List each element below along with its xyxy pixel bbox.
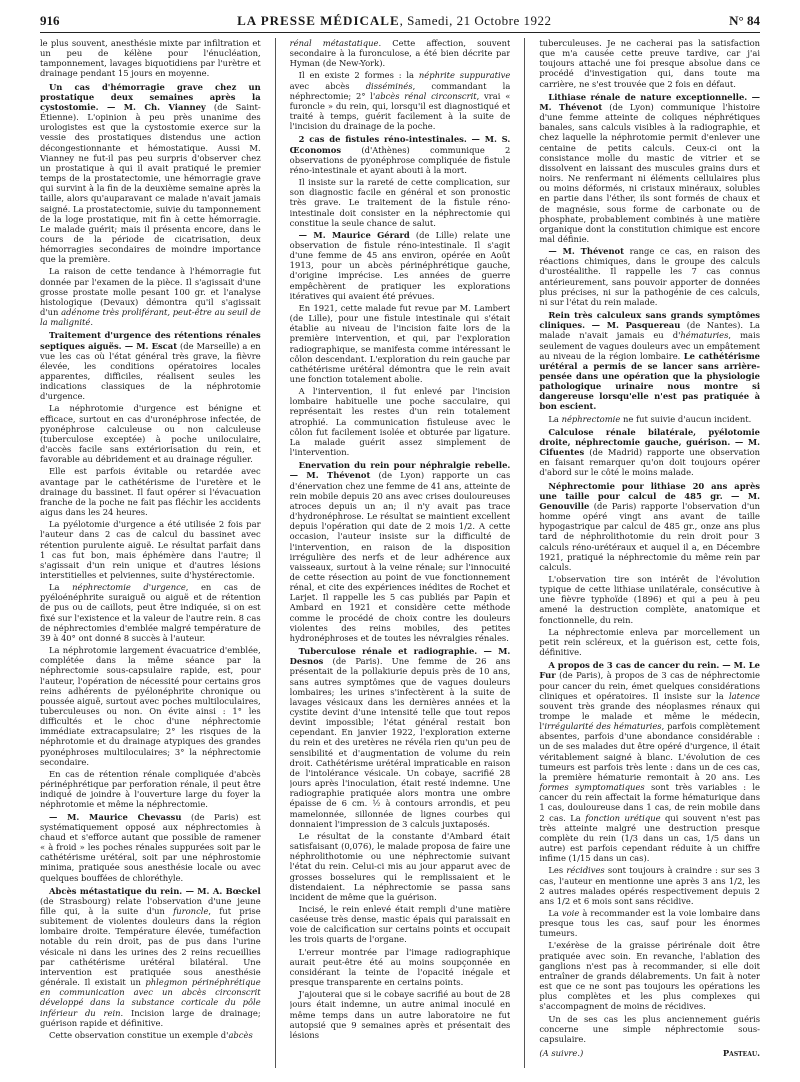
paragraph: La néphrectomie enleva par morcellement un petit rein scléreux, et la guérison est, cette fois, définitive. — [539, 626, 761, 658]
section-nephrectomie-lithiase: Néphrectomie pour lithiase 20 ans après une taille pour calcul de 485 gr. — M. Genouville (de Paris) rapporte l'observation d'un homme opéré vingt ans avant de taille hypogastrique par calcul de 485 gr., onze ans plus tard de néphrolithotomie du rein droit pour 3 calculs réno-urétéraux et auquel il a, en Décembre 1921, pratiqué la néphrectomie du même rein par calculs. — [539, 480, 761, 572]
paragraph: La raison de cette tendance à l'hémorragie fut donnée par l'examen de la pièce. Il s'agissait d'une grosse prostate molle pesant 100 gr. et l'analyse histologique (Devaux) démontra qu'il s'agissait d'un adénome très proliférant, peut-être au seuil de la malignité. — [40, 266, 261, 328]
section-heading: Lithiase rénale de nature exceptionnelle. — M. Thévenot — [539, 91, 761, 112]
paragraph: En 1921, cette malade fut revue par M. Lambert (de Lille), pour une fistule intestinale qui s'était établie au niveau de l'incision faite lors de la première intervention, et qui, par l'exploration radiographique, se manifesta comme intéressant le côlon descendant. L'exploration du rein gauche par cathétérisme urétéral démontra que le rein avait une fonction totalement abolie. — [289, 302, 511, 384]
section-heading: — M. Maurice Gérard — [298, 229, 410, 240]
page-number: 916 — [40, 13, 60, 28]
signature-line — [539, 1048, 760, 1058]
paragraph: L'erreur montrée par l'image radiographique aurait peut-être été au moins soupçonnée en considérant la teinte de l'opacité inégale et presque transparente en certains points. — [289, 946, 511, 988]
section-tuberculose: Tuberculose rénale et radiographie. — M. Desnos (de Paris). Une femme de 26 ans présentait de la pollakiurie depuis près de 10 ans, sans autres symptômes que de vagues douleurs lombaires; les urines s'infectèrent à la suite de lavages vésicaux dans les dernières années et la cystite devint d'une intensité telle que tout repos devint impossible; l'état général restait bon cependant. En janvier 1922, l'exploration externe du rein et des uretères ne révéla rien qu'un peu de sensibilité et d'augmentation de volume du rein droit. Cathétérisme urétéral impraticable en raison de l'intolérance vésicale. Un cobaye, sacrifié 28 jours après l'inoculation, était resté indemne. Une radiographie pratiquée alors montra une ombre épaisse de 6 cm. ½ à contours arrondis, et peu mamelonnée, sillonnée de lignes courbes qui donnaient l'impression de 3 calculs juxtaposés. — [289, 646, 511, 829]
paragraph: Cette observation constitue un exemple d'abcès — [49, 1029, 253, 1040]
paragraph: — M. Maurice Gérard (de Lille) relate une observation de fistule réno-intestinale. Il s'agit d'une femme de 45 ans environ, opérée en Août 1913, pour un abcès périnéphrétique gauche, d'origine imprécise. Les années de guerre empêchèrent de pratiquer les explorations itératives qui avaient été prévues. — [289, 229, 511, 301]
section-abces: Abcès métastatique du rein. — M. A. Bœckel (de Strasbourg) relate l'observation d'une jeune fille qui, à la suite d'un furoncle, fut prise subitement de violentes douleurs dans la région lombaire droite. Température élevée, tuméfaction notable du rein droit, pas de pus dans l'urine vésicale ni dans les urines des 2 reins recueillies par cathétérisme urétéral bilatéral. Une intervention est pratiquée sous anesthésie générale. Il existait un phlegmon périnéphrétique en communication avec un abcès circonscrit développé dans la substance corticale du pôle inférieur du rein. Incision large de drainage; guérison rapide et définitive. — [40, 885, 261, 1028]
section-calculose: Calculose rénale bilatérale, pyélotomie droite, néphrectomie gauche, guérison. — M. Cifuentes (de Madrid) rapporte une observation en faisant remarquer qu'on doit toujours opérer d'abord sur le côté le moins malade. — [539, 426, 761, 478]
section-heading: 2 cas de fistules réno-intestinales. — M. S. Œconomos — [289, 134, 511, 155]
paragraph: — M. Maurice Chevassu (de Paris) est systématiquement opposé aux néphrectomies à chaud et s'efforce autant que possible de ramener « à froid » les poches rénales suppurées soit par le cathétérisme urétéral, soit par une néphrostomie minima, pratiquée sous anesthésie locale ou avec quelques bouffées de chloréthyle. — [40, 811, 261, 883]
author-signature: Pasteau. — [722, 1048, 761, 1058]
paragraph: — M. Thévenot range ce cas, en raison des réactions chimiques, dans le groupe des calculs d'urostéalithe. Il rappelle les 7 cas connus antérieurement, sans pouvoir apporter de données plus précises, ni sur la pathogénie de ces calculs, ni sur l'état du rein malade. — [539, 246, 761, 307]
section-heading: Rein très calculeux sans grands symptômes cliniques. — M. Pasquereau — [539, 310, 761, 331]
section-rein-calculeux: Rein très calculeux sans grands symptômes cliniques. — M. Pasquereau (de Nantes). La malade n'avait jamais eu d'hématuries, mais seulement de vagues douleurs avec un empâtement au niveau de la région lombaire. Le cathétérisme urétéral a permis de se lancer sans arrière-pensée dans une opération que la physiologie pathologique urinaire nous montre si dangereuse lorsqu'elle n'est pas pratiquée à bon escient. — [539, 310, 761, 412]
paragraph: Il insiste sur la rareté de cette complication, sur son diagnostic facile en général et son pronostic très grave. Le traitement de la fistule réno-intestinale doit consister en la néphrectomie qui constitue la seule chance de salut. — [289, 177, 511, 228]
paragraph: La pyélotomie d'urgence a été utilisée 2 fois par l'auteur dans 2 cas de calcul du bassinet avec rétention purulente aiguë. Le résultat parfait dans 1 cas fut bon, mais éphémère dans l'autre; il s'agissait d'un rein unique et d'autres lésions interstitielles et pelviennes, suite d'hystérectomie. — [40, 519, 261, 580]
paragraph: En cas de rétention rénale compliquée d'abcès périnéphrétique par perforation rénale, il peut être indiqué de joindre à l'ouverture large du foyer la néphrotomie et même la néphrectomie. — [40, 768, 261, 810]
paragraph: Les récidives sont toujours à craindre : sur ses 3 cas, l'auteur en mentionne une après 3 ans 1/2, les 2 autres malades opérés respectivement depuis 2 ans 1/2 et 6 mois sont sans récidive. — [539, 865, 761, 906]
section-cancer: A propos de 3 cas de cancer du rein. — M. Le Fur (de Paris), à propos de 3 cas de néphrectomie pour cancer du rein, émet quelques considérations cliniques et opératoires. Il insiste sur la latence souvent très grande des néoplasmes rénaux qui trompe le malade et même le médecin, l'irrégularité des hématuries, parfois complètement absentes, parfois d'une abondance considérable : un de ses malades dut être opéré d'urgence, il était véritablement saigné à blanc. L'évolution de ces tumeurs est parfois très lente : dans un de ces cas, la première hématurie remontait à 20 ans. Les formes symptomatiques sont très variables : le cancer du rein affectait la forme hématurique dans 1 cas, douloureuse dans 1 cas, de rein mobile dans 2 cas. La fonction urétique qui souvent n'est pas très atteinte malgré une destruction presque complète du rein (1/3 dans un cas, 1/5 dans un autre) est parfois cependant réduite à un chiffre infime (1/15 dans un cas). — [539, 660, 761, 864]
paragraph: tuberculeuses. Je ne cacherai pas la satisfaction que m'a causée cette preuve tardive, car j'ai toujours attaché une foi presque absolue dans ce procédé d'investigation qui, dans toute ma carrière, ne s'est trouvée que 2 fois en défaut. — [539, 38, 761, 89]
paragraph: La voie à recommander est la voie lombaire dans presque tous les cas, sauf pour les énormes tumeurs. — [539, 907, 761, 939]
paragraph: rénal métastatique. Cette affection, souvent secondaire à la furonculose, a été bien décrite par Hyman (de New-York). — [289, 38, 511, 69]
paragraph: L'observation tire son intérêt de l'évolution typique de cette lithiase unilatérale, consécutive à une fièvre typhoïde (1896) et qui a peu à peu amené la destruction complète, anatomique et fonctionnelle, du rein. — [539, 573, 761, 625]
paragraph: le plus souvent, anesthésie mixte par infiltration et un peu de kélène pour l'énucléation, tamponnement, lavages biquotidiens par l'urètre et drainage pendant 15 jours en moyenne. — [40, 38, 261, 79]
column-rule — [524, 38, 525, 1068]
section-heading: Calculose rénale bilatérale, pyélotomie droite, néphrectomie gauche, guérison. — M. Cifuentes — [539, 426, 761, 458]
paragraph: Incisé, le rein enlevé était rempli d'une matière caséeuse très dense, mastic épais qui paraissait en voie de calcification sur certains points et occupait les trois quarts de l'organe. — [289, 903, 511, 945]
paragraph: A l'intervention, il fut enlevé par l'incision lombaire habituelle une poche sacculaire, qui représentait les restes d'un rein totalement atrophié. La communication fistuleuse avec le côlon fut facilement isolée et obturée par ligature. La malade guérit assez simplement de l'intervention. — [289, 386, 511, 458]
paragraph: Le résultat de la constante d'Ambard était satisfaisant (0,076), le malade proposa de faire une néphrolithotomie ou une néphrectomie suivant l'état du rein. Celui-ci mis au jour apparut avec de grosses bosselures qui le remplissaient et le distendaient. La néphrectomie se passa sans incident de même que la guérison. — [289, 830, 511, 902]
section-enervation: Enervation du rein pour néphralgie rebelle. — M. Thévenot (de Lyon) rapporte un cas d'énervation chez une femme de 41 ans, atteinte de rein mobile depuis 20 ans avec crises douloureuses atroces depuis un an; il n'y avait pas trace d'hydronéphrose. Le résultat se maintient excellent depuis l'opération qui date de 2 mois 1/2. A cette occasion, l'auteur insiste sur la difficulté de l'intervention, en raison de la disposition irrégulière des nerfs et de leur adhérence aux vaisseaux, surtout à la veine rénale; sur l'innocuité de cette résection au point de vue fonctionnement rénal, et cite des expériences inédites de Rochet et Larjet. Il rappelle les 5 cas publiés par Papin et Ambard en 1921 et considère cette méthode comme le procédé de choix contre les douleurs violentes des reins mobiles, des petites hydronéphroses et de toutes les névralgies rénales. — [289, 460, 511, 643]
paragraph: La néphrotomie largement évacuatrice d'emblée, complétée dans la même séance par la néphrectomie sous-capsulaire rapide, est, pour l'auteur, l'opération de nécessité pour certains gros reins adhérents de pyélonéphrite chronique ou poussée aiguë, surtout avec poches multiloculaires, tuberculeuses ou non. On évite ainsi : 1° les difficultés et le choc d'une néphrectomie immédiate extracapsulaire; 2° les risques de la néphrotomie et du drainage atypiques des grandes pyonéphroses multiloculaires; 3° la néphrectomie secondaire. — [40, 645, 261, 767]
page-header — [40, 10, 760, 33]
column-1 — [40, 38, 261, 1068]
section-heading: Enervation du rein pour néphralgie rebelle. — M. Thévenot — [289, 460, 511, 481]
section-heading: Un cas d'hémorragie grave chez un prostatique deux semaines après la cystostomie. — M. Ch. Vianney — [40, 81, 261, 112]
paragraph: Elle est parfois évitable ou retardée avec avantage par le cathétérisme de l'uretère et le drainage du bassinet. Il faut opérer si l'évacuation franche de la poche ne fait pas fléchir les accidents aigus dans les 24 heures. — [40, 466, 261, 518]
section-heading: Néphrectomie pour lithiase 20 ans après une taille pour calcul de 485 gr. — M. Genouville — [539, 480, 761, 511]
issue-date: , Samedi, 21 Octobre 1922 — [399, 13, 552, 28]
section-fistules: 2 cas de fistules réno-intestinales. — M. S. Œconomos (d'Athènes) communique 2 observations de pyonéphrose compliquée de fistule réno-intestinale et ayant abouti à la mort. — [289, 134, 511, 175]
section-heading: — M. Thévenot — [548, 246, 625, 257]
section-hemorragie: Un cas d'hémorragie grave chez un prostatique deux semaines après la cystostomie. — M. Ch. Vianney (de Saint-Étienne). L'opinion à peu près unanime des urologistes est que la cystostomie exerce sur la vessie des prostatiques distendus une action décongestionnante et hémostatique. Aussi M. Vianney ne fut-il pas peu surpris d'observer chez un prostatique à qui il avait pratiqué le premier temps de la prostatectomie, une hémorragie grave qui survint à la fin de la deuxième semaine après la taille, alors qu'auparavant ce malade n'avait jamais saigné. La prostatectomie, suivie du tamponnement de la loge prostatique, mit fin à cette hémorragie. Le malade guérit; mais il présenta encore, dans le cours de la période de cicatrisation, deux hémorragies secondaires de moindre importance que la première. — [40, 81, 261, 265]
issue-number: N° 84 — [729, 13, 760, 28]
to-be-continued: (A suivre.) — [539, 1048, 584, 1058]
journal-name: LA PRESSE MÉDICALE — [237, 13, 400, 28]
paragraph: La néphrotomie d'urgence est bénigne et efficace, surtout en cas d'uronéphrose infectée, de pyonéphrose calculeuse ou non calculeuse (tuberculose exceptée) à poche uniloculaire, d'accès facile sans extériorisation du rein, et favorable au débridement et au drainage régulier. — [40, 403, 261, 465]
journal-title — [237, 13, 551, 29]
section-heading: — M. Maurice Chevassu — [49, 811, 182, 822]
section-lithiase: Lithiase rénale de nature exceptionnelle. — M. Thévenot (de Lyon) communique l'histoire d'une femme atteinte de coliques néphrétiques banales, sans calculs visibles à la radiographie, et chez laquelle la néphrotomie permit d'enlever une centaine de petits calculs. Ceux-ci ont la consistance molle du mastic de vitrier et se dissolvent en laissant des muscules grains durs et noirs. Ne renfermant ni éléments cellulaires plus ou moins déformés, ni cristaux minéraux, solubles en partie dans l'éther, ils sont formés de chaux et de magnésie, sous forme de carbonate ou de phosphate, probablement combinés à une matière organique dont la constitution chimique est encore mal définie. — [539, 91, 761, 244]
section-heading: A propos de 3 cas de cancer du rein. — M. Le Fur — [539, 660, 761, 681]
section-retentions: Traitement d'urgence des rétentions rénales septiques aiguës. — M. Escat (de Marseille) a en vue les cas où l'état général très grave, la fièvre élevée, les conditions opératoires locales apparentes, difficiles, réalisent seules les indications classiques de la néphrotomie d'urgence. — [40, 330, 261, 402]
article-columns — [40, 38, 760, 1068]
section-heading: Abcès métastatique du rein. — M. A. Bœckel — [49, 885, 261, 896]
paragraph: L'exérèse de la graisse périrénale doit être pratiquée avec soin. En revanche, l'ablation des ganglions n'est pas à recommander, si elle doit entraîner de grands délabrements. Un fait à noter est que ce ne sont pas toujours les opérations les plus complètes et les plus complexes qui s'accompagnent de moins de récidives. — [539, 940, 761, 1012]
column-2 — [290, 38, 511, 1068]
paragraph: Un de ses cas les plus anciennement guéris concerne une simple néphrectomie sous-capsulaire. — [539, 1013, 761, 1044]
section-heading: Tuberculose rénale et radiographie. — M. Desnos — [289, 646, 511, 667]
paragraph: J'ajouterai que si le cobaye sacrifié au bout de 28 jours était indemne, un autre animal inoculé en même temps dans un autre laboratoire ne fut autopsié que 9 semaines après et présentait des lésions — [289, 989, 511, 1040]
column-3 — [539, 38, 760, 1068]
column-rule — [275, 38, 276, 1068]
section-heading: Traitement d'urgence des rétentions rénales septiques aiguës. — M. Escat — [40, 330, 261, 351]
paragraph: Il en existe 2 formes : la néphrite suppurative avec abcès disséminés, commandant la néphrectomie; 2° l'abcès rénal circonscrit, vrai « furoncle » du rein, qui, lorsqu'il est diagnostiqué et traité à temps, guérit facilement à la suite de l'incision du drainage de la poche. — [289, 70, 511, 132]
paragraph: La néphrectomie ne fut suivie d'aucun incident. — [548, 413, 752, 424]
paragraph: La néphrectomie d'urgence, en cas de pyéloénéphrite suraiguë ou aiguë et de rétention de pus ou de caillots, peut être indiquée, si on est fixé sur l'existence et la valeur de l'autre rein. 8 cas de néphrectomies d'emblée malgré température de 39 à 40° ont donné 8 succès à l'auteur. — [40, 582, 261, 643]
